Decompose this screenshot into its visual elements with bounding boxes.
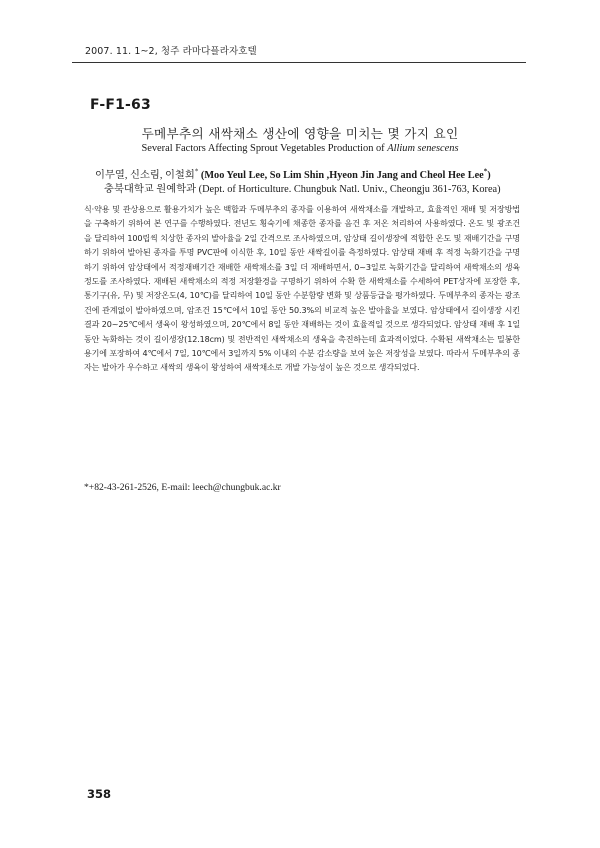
corresponding-mark-en: *	[483, 167, 488, 176]
header-rule	[72, 62, 526, 63]
author-line	[95, 166, 535, 181]
authors-english-text: (Moo Yeul Lee, So Lim Shin ,Hyeon Jin Jang and Cheol Hee Lee	[200, 170, 484, 181]
affiliation: 충북대학교 원예학과 (Dept. of Horticulture. Chungbuk Natl. Univ., Cheongju 361-763, Korea)	[104, 184, 501, 195]
title-english-text: Several Factors Affecting Sprout Vegetables Production of	[141, 143, 388, 154]
title-korean: 두메부추의 새싹채소 생산에 영향을 미치는 몇 가지 요인	[141, 126, 459, 141]
paper-code: F-F1-63	[90, 97, 151, 113]
corresponding-mark: *	[194, 167, 199, 176]
running-header: 2007. 11. 1~2, 청주 라마다플라자호텔	[85, 46, 257, 57]
page-number: 358	[87, 787, 112, 801]
authors-english-close: )	[487, 170, 491, 181]
contact-info: *+82-43-261-2526, E-mail: leech@chungbuk.ac.kr	[84, 482, 281, 493]
authors-korean: 이무열, 신소림, 이철희	[95, 170, 195, 181]
abstract-body: 식·약용 및 관상용으로 활용가치가 높은 백합과 두메부추의 종자를 이용하여 새싹채소를 개발하고, 효율적인 재배 및 저장방법을 구축하기 위하여 본 연구를 수행하였다. 전년도 횡숙기에 채종한 종자를 음건 후 저온 처리하여 사용하였다. 온도 및 광조건을 달리하여 100립씩 치상한 종자의 발아율을 2일 간격으로 조사하였으며, 암상태 길이생장에 적합한 온도 및 재배기간을 구명하기 위하여 발아된 종자를 투명 PVC판에 이식한 후, 10일 동안 새싹길이를 측정하였다. 암상태 재배 후 적정 녹화기간을 구명하기 위하여 암상태에서 적정재배기간 재배한 새싹채소를 3일 더 재배하면서, 0~3일로 녹화기간을 달리하여 새싹채소의 생육정도를 조사하였다. 재배된 새싹채소의 적정 저장환경을 구명하기 위하여 수확 한 새싹채소를 수세하여 PET상자에 포장한 후, 통기구(유, 무) 및 저장온도(4, 10℃)를 달리하여 10일 동안 수분함량 변화 및 상품등급을 평가하였다. 두메부추의 종자는 광조건에 관계없이 발아하였으며, 암조건 15℃에서 10일 동안 50.3%의 비교적 높은 발아율을 보였다. 암상태에서 길이생장 시킨 결과 20~25℃에서 생육이 왕성하였으며, 20℃에서 8일 동안 재배하는 것이 효율적일 것으로 생각되었다. 암상태 재배 후 1일 동안 녹화하는 것이 길이생장(12.18cm) 및 전반적인 새싹채소의 생육을 촉진하는데 효과적이었다. 수확된 새싹채소는 밀봉한 용기에 포장하여 4℃에서 7일, 10℃에서 3일까지 5% 이내의 수분 감소량을 보여 높은 저장성을 보였다. 따라서 두메부추의 종자는 발아가 우수하고 새싹의 생육이 왕성하여 새싹채소로 개발 가능성이 높은 것으로 생각되었다.	[84, 205, 520, 373]
species-name: Allium senescens	[387, 143, 459, 154]
title-english	[0, 143, 600, 154]
